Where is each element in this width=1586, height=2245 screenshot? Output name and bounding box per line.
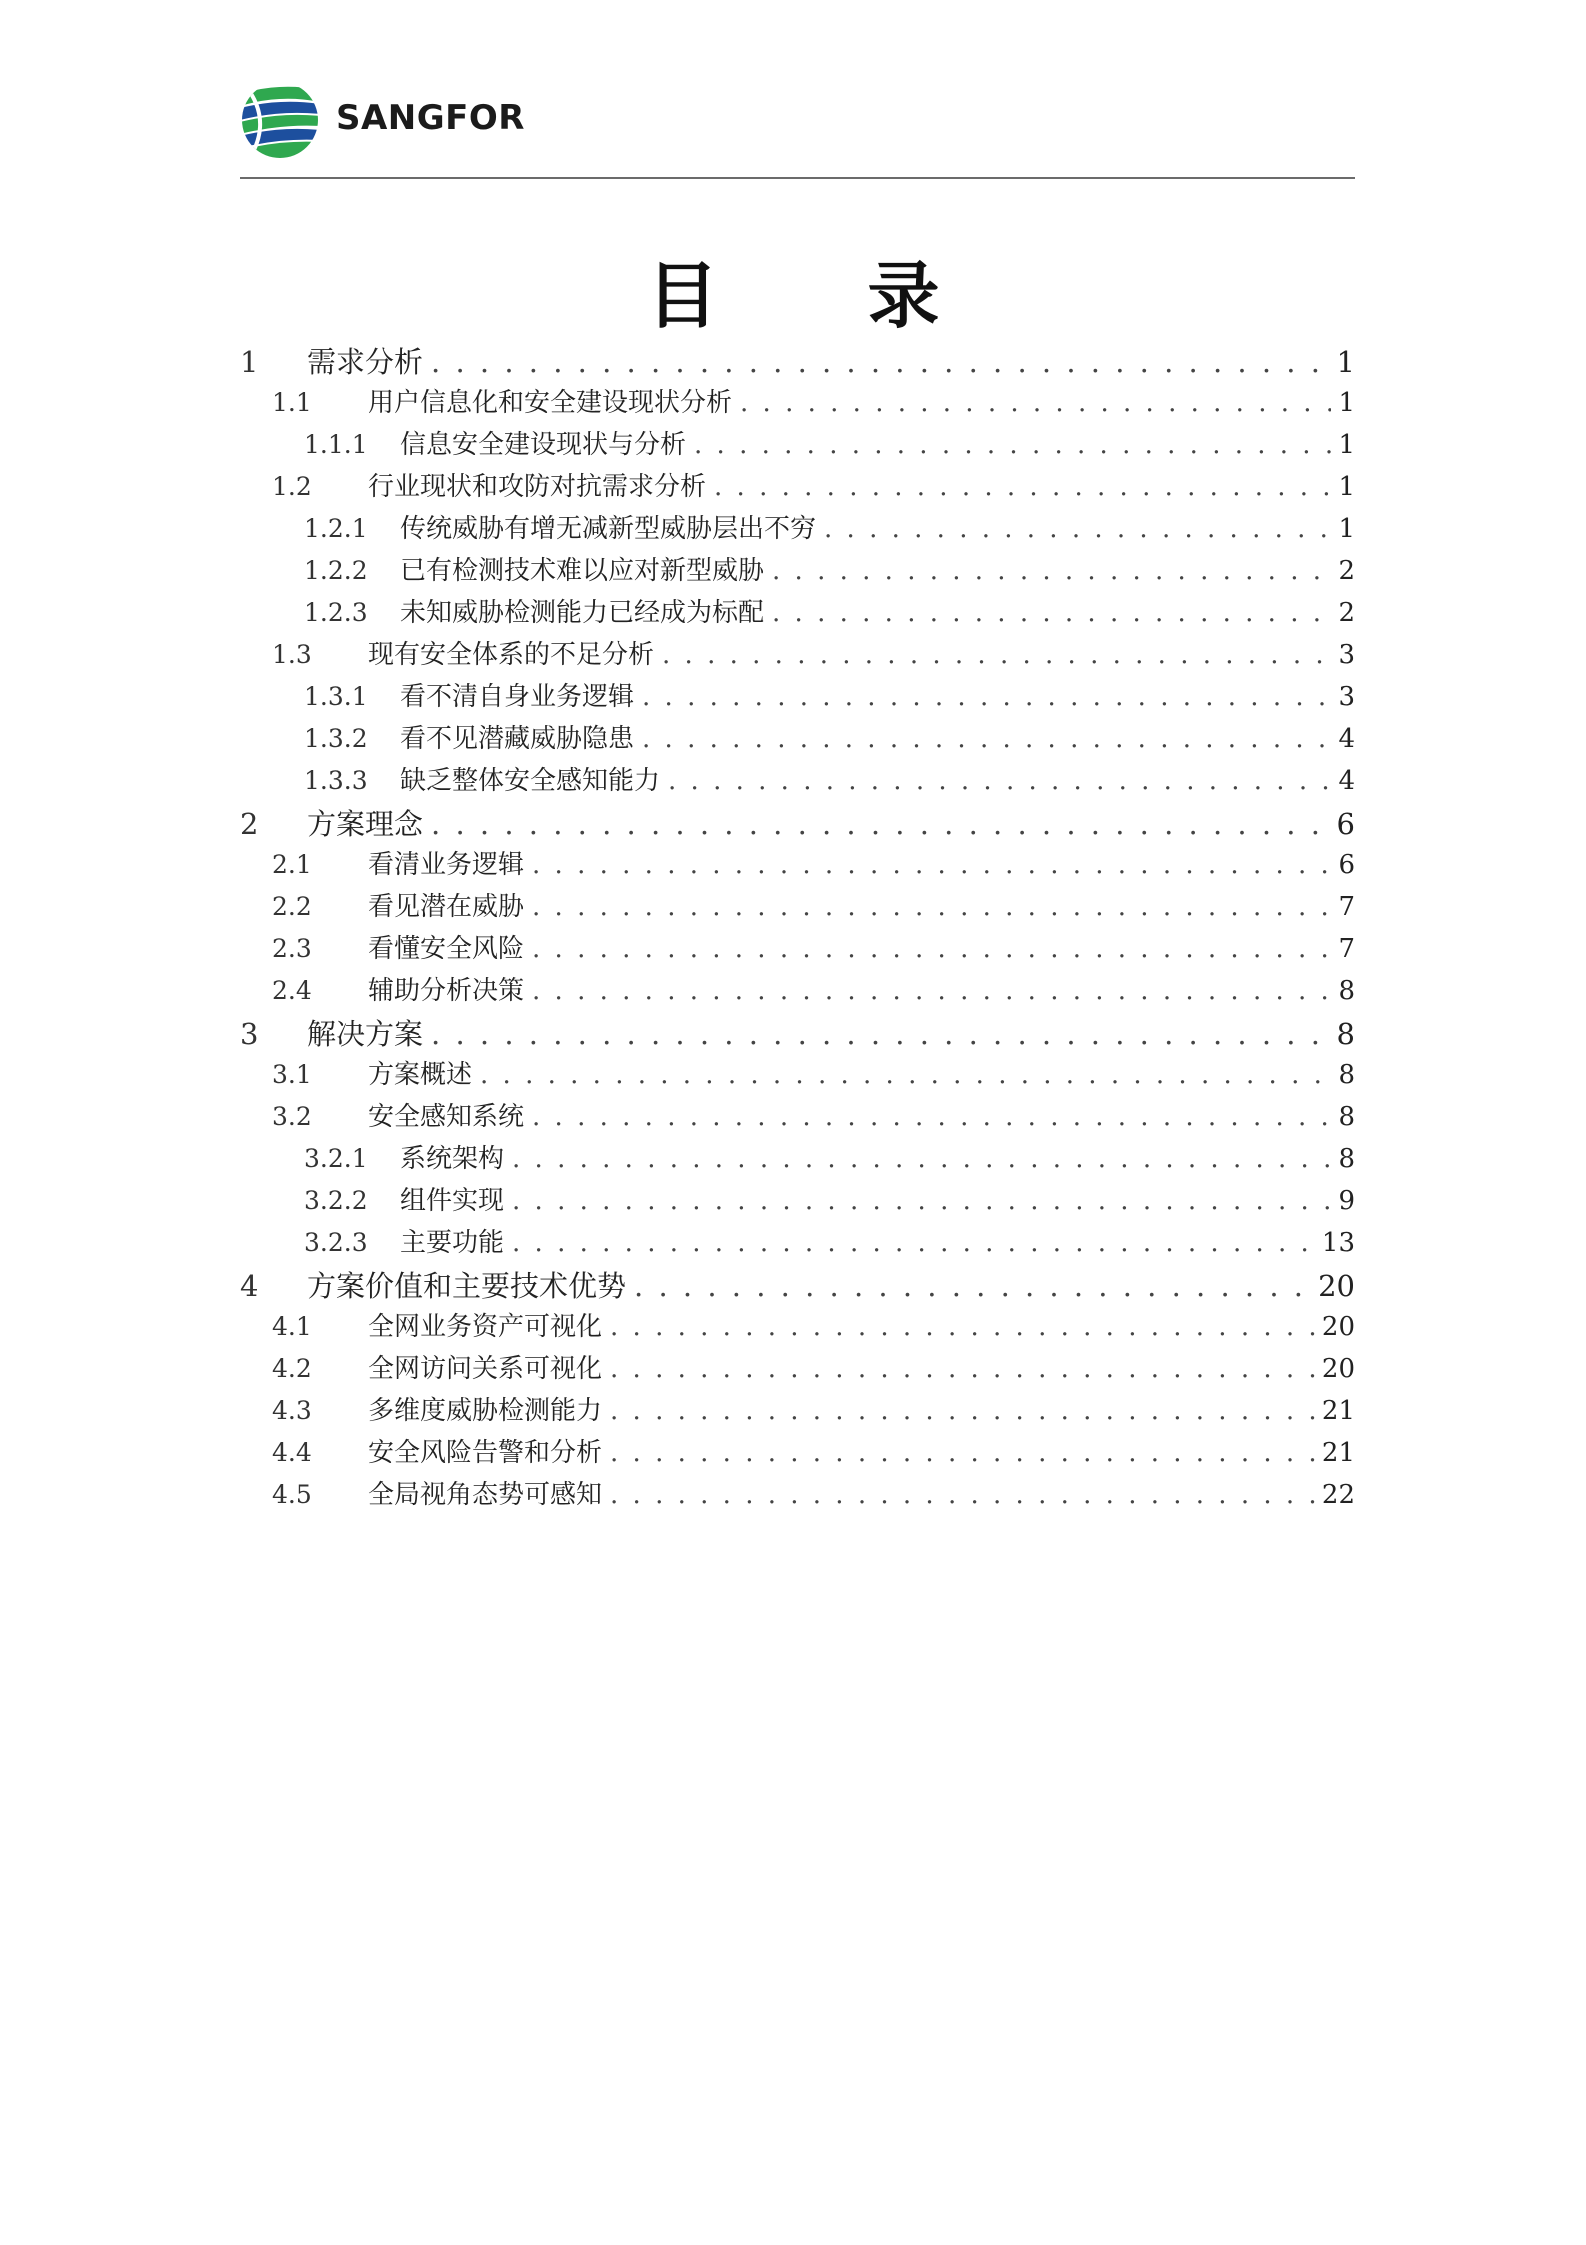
toc-leader-dots	[532, 892, 1331, 922]
toc-entry-page: 4	[1338, 724, 1355, 754]
toc-entry-number: 2.2	[272, 892, 312, 921]
toc-leader-dots	[431, 345, 1331, 379]
sangfor-logo-icon	[240, 80, 320, 160]
toc-leader-dots	[772, 556, 1331, 586]
toc-entry-title: 缺乏整体安全感知能力	[400, 766, 661, 796]
toc-entry[interactable]	[240, 1054, 1355, 1096]
toc-entry[interactable]	[240, 592, 1355, 634]
toc-entry-number: 2.1	[272, 850, 312, 879]
toc-entry[interactable]	[240, 1096, 1355, 1138]
toc-entry[interactable]	[240, 466, 1355, 508]
toc-entry-page: 20	[1321, 1354, 1355, 1384]
toc-entry[interactable]	[240, 802, 1355, 844]
toc-entry[interactable]	[240, 1348, 1355, 1390]
toc-entry-title: 看见潜在威胁	[368, 892, 525, 922]
toc-entry[interactable]	[240, 1012, 1355, 1054]
toc-entry-page: 1	[1338, 472, 1355, 502]
toc-entry-title: 需求分析	[307, 345, 424, 379]
toc-entry-page: 1	[1338, 388, 1355, 418]
toc-entry[interactable]	[240, 1390, 1355, 1432]
toc-leader-dots	[772, 598, 1331, 628]
toc-entry-number: 4.1	[272, 1312, 312, 1341]
toc-entry-page: 2	[1338, 598, 1355, 628]
toc-entry-page: 3	[1338, 682, 1355, 712]
toc-leader-dots	[610, 1480, 1318, 1510]
toc-entry[interactable]	[240, 1474, 1355, 1516]
toc-entry[interactable]	[240, 1222, 1355, 1264]
toc-entry-page: 8	[1338, 1102, 1355, 1132]
toc-entry[interactable]	[240, 844, 1355, 886]
toc-leader-dots	[532, 976, 1331, 1006]
toc-entry-number: 1.2	[272, 472, 312, 501]
toc-leader-dots	[512, 1186, 1331, 1216]
toc-entry-number: 2.3	[272, 934, 312, 963]
toc-leader-dots	[610, 1354, 1318, 1384]
toc-entry-number: 3.2	[272, 1102, 312, 1131]
toc-entry-page: 1	[1338, 430, 1355, 460]
toc-leader-dots	[634, 1269, 1314, 1303]
toc-leader-dots	[431, 807, 1331, 841]
toc-entry-page: 4	[1338, 766, 1355, 796]
toc-entry-title: 看不清自身业务逻辑	[400, 682, 635, 712]
brand-name: SANGFOR	[336, 98, 525, 138]
header-divider	[240, 177, 1355, 179]
toc-entry-page: 2	[1338, 556, 1355, 586]
toc-entry-number: 1.1.1	[304, 430, 368, 459]
toc-leader-dots	[480, 1060, 1331, 1090]
toc-leader-dots	[610, 1438, 1318, 1468]
toc-entry-title: 全网业务资产可视化	[368, 1312, 603, 1342]
toc-leader-dots	[431, 1017, 1331, 1051]
toc-entry-number: 2.4	[272, 976, 312, 1005]
toc-entry-number: 1	[240, 345, 259, 379]
toc-leader-dots	[610, 1312, 1318, 1342]
toc-leader-dots	[610, 1396, 1318, 1426]
toc-entry-page: 1	[1338, 514, 1355, 544]
toc-leader-dots	[532, 850, 1331, 880]
page-title: 目 录	[646, 254, 1002, 338]
table-of-contents	[240, 340, 1355, 1516]
toc-entry[interactable]	[240, 970, 1355, 1012]
toc-entry-title: 全局视角态势可感知	[368, 1480, 603, 1510]
toc-entry-number: 3.2.1	[304, 1144, 368, 1173]
toc-entry-title: 传统威胁有增无减新型威胁层出不穷	[400, 514, 817, 544]
toc-entry[interactable]	[240, 1306, 1355, 1348]
toc-entry-page: 3	[1338, 640, 1355, 670]
toc-entry[interactable]	[240, 550, 1355, 592]
toc-entry-page: 13	[1321, 1228, 1355, 1258]
toc-entry-page: 1	[1336, 345, 1355, 379]
toc-entry[interactable]	[240, 1432, 1355, 1474]
toc-entry[interactable]	[240, 424, 1355, 466]
toc-entry-title: 辅助分析决策	[368, 976, 525, 1006]
toc-leader-dots	[824, 514, 1331, 544]
toc-leader-dots	[740, 388, 1331, 418]
toc-entry-title: 信息安全建设现状与分析	[400, 430, 687, 460]
toc-entry-number: 4.5	[272, 1480, 312, 1509]
toc-entry-title: 行业现状和攻防对抗需求分析	[368, 472, 707, 502]
toc-entry-title: 用户信息化和安全建设现状分析	[368, 388, 733, 418]
toc-entry-page: 21	[1321, 1438, 1355, 1468]
toc-entry-title: 未知威胁检测能力已经成为标配	[400, 598, 765, 628]
toc-entry-number: 1.3.1	[304, 682, 368, 711]
document-header	[240, 76, 1355, 176]
toc-entry-title: 现有安全体系的不足分析	[368, 640, 655, 670]
toc-entry-title: 安全风险告警和分析	[368, 1438, 603, 1468]
toc-entry-title: 看懂安全风险	[368, 934, 525, 964]
toc-entry[interactable]	[240, 886, 1355, 928]
toc-leader-dots	[714, 472, 1331, 502]
toc-entry-title: 已有检测技术难以应对新型威胁	[400, 556, 765, 586]
toc-entry-page: 7	[1338, 934, 1355, 964]
toc-entry-number: 1.2.3	[304, 598, 368, 627]
toc-entry-title: 主要功能	[400, 1228, 505, 1258]
toc-entry-title: 组件实现	[400, 1186, 505, 1216]
toc-entry-page: 6	[1336, 807, 1355, 841]
toc-entry-title: 方案理念	[307, 807, 424, 841]
toc-entry-number: 1.2.2	[304, 556, 368, 585]
toc-entry-number: 3.1	[272, 1060, 312, 1089]
toc-entry-page: 8	[1338, 1060, 1355, 1090]
toc-entry-title: 安全感知系统	[368, 1102, 525, 1132]
toc-entry[interactable]	[240, 676, 1355, 718]
toc-entry-number: 3.2.3	[304, 1228, 368, 1257]
toc-leader-dots	[662, 640, 1331, 670]
toc-leader-dots	[532, 934, 1331, 964]
toc-entry-number: 1.3.2	[304, 724, 368, 753]
toc-entry-number: 2	[240, 807, 259, 841]
toc-entry-number: 1.3.3	[304, 766, 368, 795]
toc-entry-title: 看清业务逻辑	[368, 850, 525, 880]
toc-leader-dots	[532, 1102, 1331, 1132]
toc-entry-title: 方案价值和主要技术优势	[307, 1269, 627, 1303]
toc-leader-dots	[694, 430, 1331, 460]
toc-entry-number: 1.2.1	[304, 514, 368, 543]
toc-entry[interactable]	[240, 1138, 1355, 1180]
toc-leader-dots	[668, 766, 1331, 796]
toc-entry-page: 20	[1318, 1269, 1355, 1303]
toc-entry[interactable]	[240, 508, 1355, 550]
toc-entry-number: 4.3	[272, 1396, 312, 1425]
toc-entry-number: 1.1	[272, 388, 312, 417]
toc-entry[interactable]	[240, 382, 1355, 424]
toc-entry-number: 3	[240, 1017, 259, 1051]
toc-entry-number: 1.3	[272, 640, 312, 669]
toc-entry-page: 6	[1338, 850, 1355, 880]
toc-entry-title: 多维度威胁检测能力	[368, 1396, 603, 1426]
toc-entry[interactable]	[240, 718, 1355, 760]
toc-entry-page: 7	[1338, 892, 1355, 922]
toc-entry-number: 4	[240, 1269, 259, 1303]
toc-entry[interactable]	[240, 928, 1355, 970]
toc-entry[interactable]	[240, 1180, 1355, 1222]
toc-entry[interactable]	[240, 1264, 1355, 1306]
toc-entry-page: 21	[1321, 1396, 1355, 1426]
toc-leader-dots	[642, 724, 1331, 754]
toc-entry-title: 看不见潜藏威胁隐患	[400, 724, 635, 754]
toc-entry-number: 3.2.2	[304, 1186, 368, 1215]
toc-leader-dots	[512, 1144, 1331, 1174]
toc-entry-page: 22	[1321, 1480, 1355, 1510]
toc-entry-page: 8	[1338, 976, 1355, 1006]
toc-entry-title: 方案概述	[368, 1060, 473, 1090]
toc-entry[interactable]	[240, 634, 1355, 676]
toc-entry-page: 9	[1338, 1186, 1355, 1216]
toc-leader-dots	[512, 1228, 1318, 1258]
toc-entry-title: 系统架构	[400, 1144, 505, 1174]
toc-entry-number: 4.4	[272, 1438, 312, 1467]
toc-entry-page: 8	[1338, 1144, 1355, 1174]
toc-entry-page: 8	[1336, 1017, 1355, 1051]
toc-leader-dots	[642, 682, 1331, 712]
toc-entry-number: 4.2	[272, 1354, 312, 1383]
toc-entry-title: 全网访问关系可视化	[368, 1354, 603, 1384]
toc-entry-title: 解决方案	[307, 1017, 424, 1051]
toc-entry[interactable]	[240, 760, 1355, 802]
toc-entry[interactable]	[240, 340, 1355, 382]
toc-entry-page: 20	[1321, 1312, 1355, 1342]
